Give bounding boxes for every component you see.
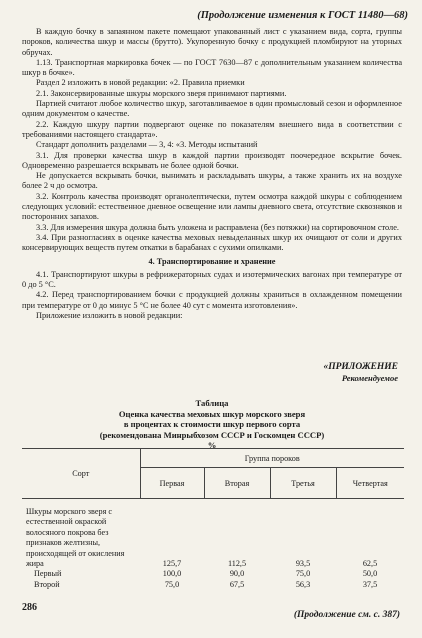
paragraph: 3.4. При разногласиях в оценке качества меховых невыделанных шкур их очищают от соли и других консервирующих веществ путем откатки в барабанах с сухими опилками.	[22, 232, 402, 253]
table-header-cell: Третья	[270, 468, 336, 499]
running-header: (Продолжение изменения к ГОСТ 11480—68)	[197, 10, 408, 21]
row-group-label: Шкуры морского зверя с естественной окраской волосяного покрова без признаков желтизны, происходящей от окисления жира	[26, 507, 125, 569]
table-cell	[140, 499, 204, 591]
value: 62,5	[362, 559, 378, 568]
value: 56,3	[295, 579, 311, 589]
table-caption-line: Таблица	[195, 398, 229, 408]
table-header-group: Группа пороков	[140, 449, 404, 468]
value: 125,7	[162, 559, 182, 568]
paragraph: Приложение изложить в новой редакции:	[36, 311, 183, 321]
table-header-cell: Вторая	[204, 468, 270, 499]
value: 93,5	[295, 559, 311, 568]
paragraph: 3.1. Для проверки качества шкур в каждой партии производят поочередное вскрытие бочек. Одновременно разрешается вскрывать не более одной бочки.	[22, 150, 402, 170]
paragraph: В каждую бочку в запаянном пакете помещают упакованный лист с указанием вида, сорта, группы пороков, количества шкур и массы (брутто). Укупоренную бочку с продукцией пломбируют на уторных обручах.	[22, 27, 402, 57]
value: 50,0	[362, 569, 378, 579]
value: 112,5	[227, 559, 247, 568]
table-caption	[22, 398, 402, 451]
table-row	[22, 499, 404, 591]
table-row-label	[22, 499, 140, 591]
paragraph: Не допускается вскрывать бочки, вынимать и раскладывать шкуры, а также хранить их на воздухе более 2 ч до осмотра.	[22, 171, 402, 191]
appendix-subtitle: Рекомендуемое	[341, 373, 398, 383]
row-sort-first: Первый	[34, 569, 62, 579]
table-caption-line: %	[207, 440, 217, 450]
table-header-sort: Сорт	[22, 449, 140, 499]
paragraph: 1.13. Транспортная маркировка бочек — по ГОСТ 7630—87 с дополнительным указанием количества шкур в бочке».	[22, 57, 402, 78]
value: 75,0	[295, 569, 311, 579]
value: 90,0	[229, 569, 245, 579]
value: 37,5	[362, 579, 378, 589]
value: 100,0	[162, 569, 182, 579]
paragraph: 2.2. Каждую шкуру партии подвергают оценке по показателям внешнего вида в соответствии с требованиями настоящего стандарта».	[22, 119, 402, 139]
page-number: 286	[22, 602, 37, 613]
table-cell	[204, 499, 270, 591]
table-cell	[270, 499, 336, 591]
table-cell	[336, 499, 404, 591]
value: 75,0	[164, 579, 180, 589]
section-heading: 4. Транспортирование и хранение	[148, 256, 276, 266]
paragraph: Стандарт дополнить разделами — 3, 4: «3. Методы испытаний	[36, 140, 258, 150]
paragraph: Партией считают любое количество шкур, заготавливаемое в один промысловый сезон и оформленное одним документом о качестве.	[22, 99, 402, 119]
paragraph: 3.2. Контроль качества производят органолептически, путем осмотра каждой шкуры с соблюдением следующих условий: естественное дневное освещение или лампы дневного света, отсутствие сквозняков и посторонних запахов.	[22, 191, 402, 222]
appendix-title: «ПРИЛОЖЕНИЕ	[323, 362, 398, 372]
paragraph: Раздел 2 изложить в новой редакции: «2. Правила приемки	[36, 78, 245, 88]
body-text	[22, 27, 402, 321]
quality-table	[22, 448, 404, 590]
table-caption-line: Оценка качества меховых шкур морского зверя	[118, 408, 306, 419]
value: 67,5	[229, 579, 245, 589]
paragraph: 4.1. Транспортируют шкуры в рефрижераторных судах и изотермических вагонах при температуре от 0 до 5 °С.	[22, 269, 402, 290]
table-header-cell: Четвертая	[336, 468, 404, 499]
appendix-heading	[323, 362, 398, 384]
paragraph: 2.1. Законсервированные шкуры морского зверя принимают партиями.	[36, 88, 287, 98]
paragraph: 4.2. Перед транспортированием бочки с продукцией должны храниться в охлажденном помещении при температуре от 0 до минус 5 °С не более 40 сут с момента изготовления».	[22, 290, 402, 310]
table-header-cell: Первая	[140, 468, 204, 499]
table-caption-line: в процентах к стоимости шкур первого сорта	[123, 419, 301, 429]
row-sort-second: Второй	[34, 579, 60, 589]
paragraph: 3.3. Для измерения шкура должна быть уложена и расправлена (без потяжки) на сортировочном столе.	[36, 222, 399, 232]
continuation-note: (Продолжение см. с. 387)	[293, 610, 400, 620]
table-caption-line: (рекомендована Минрыбхозом СССР и Госкомцен СССР)	[99, 429, 325, 440]
